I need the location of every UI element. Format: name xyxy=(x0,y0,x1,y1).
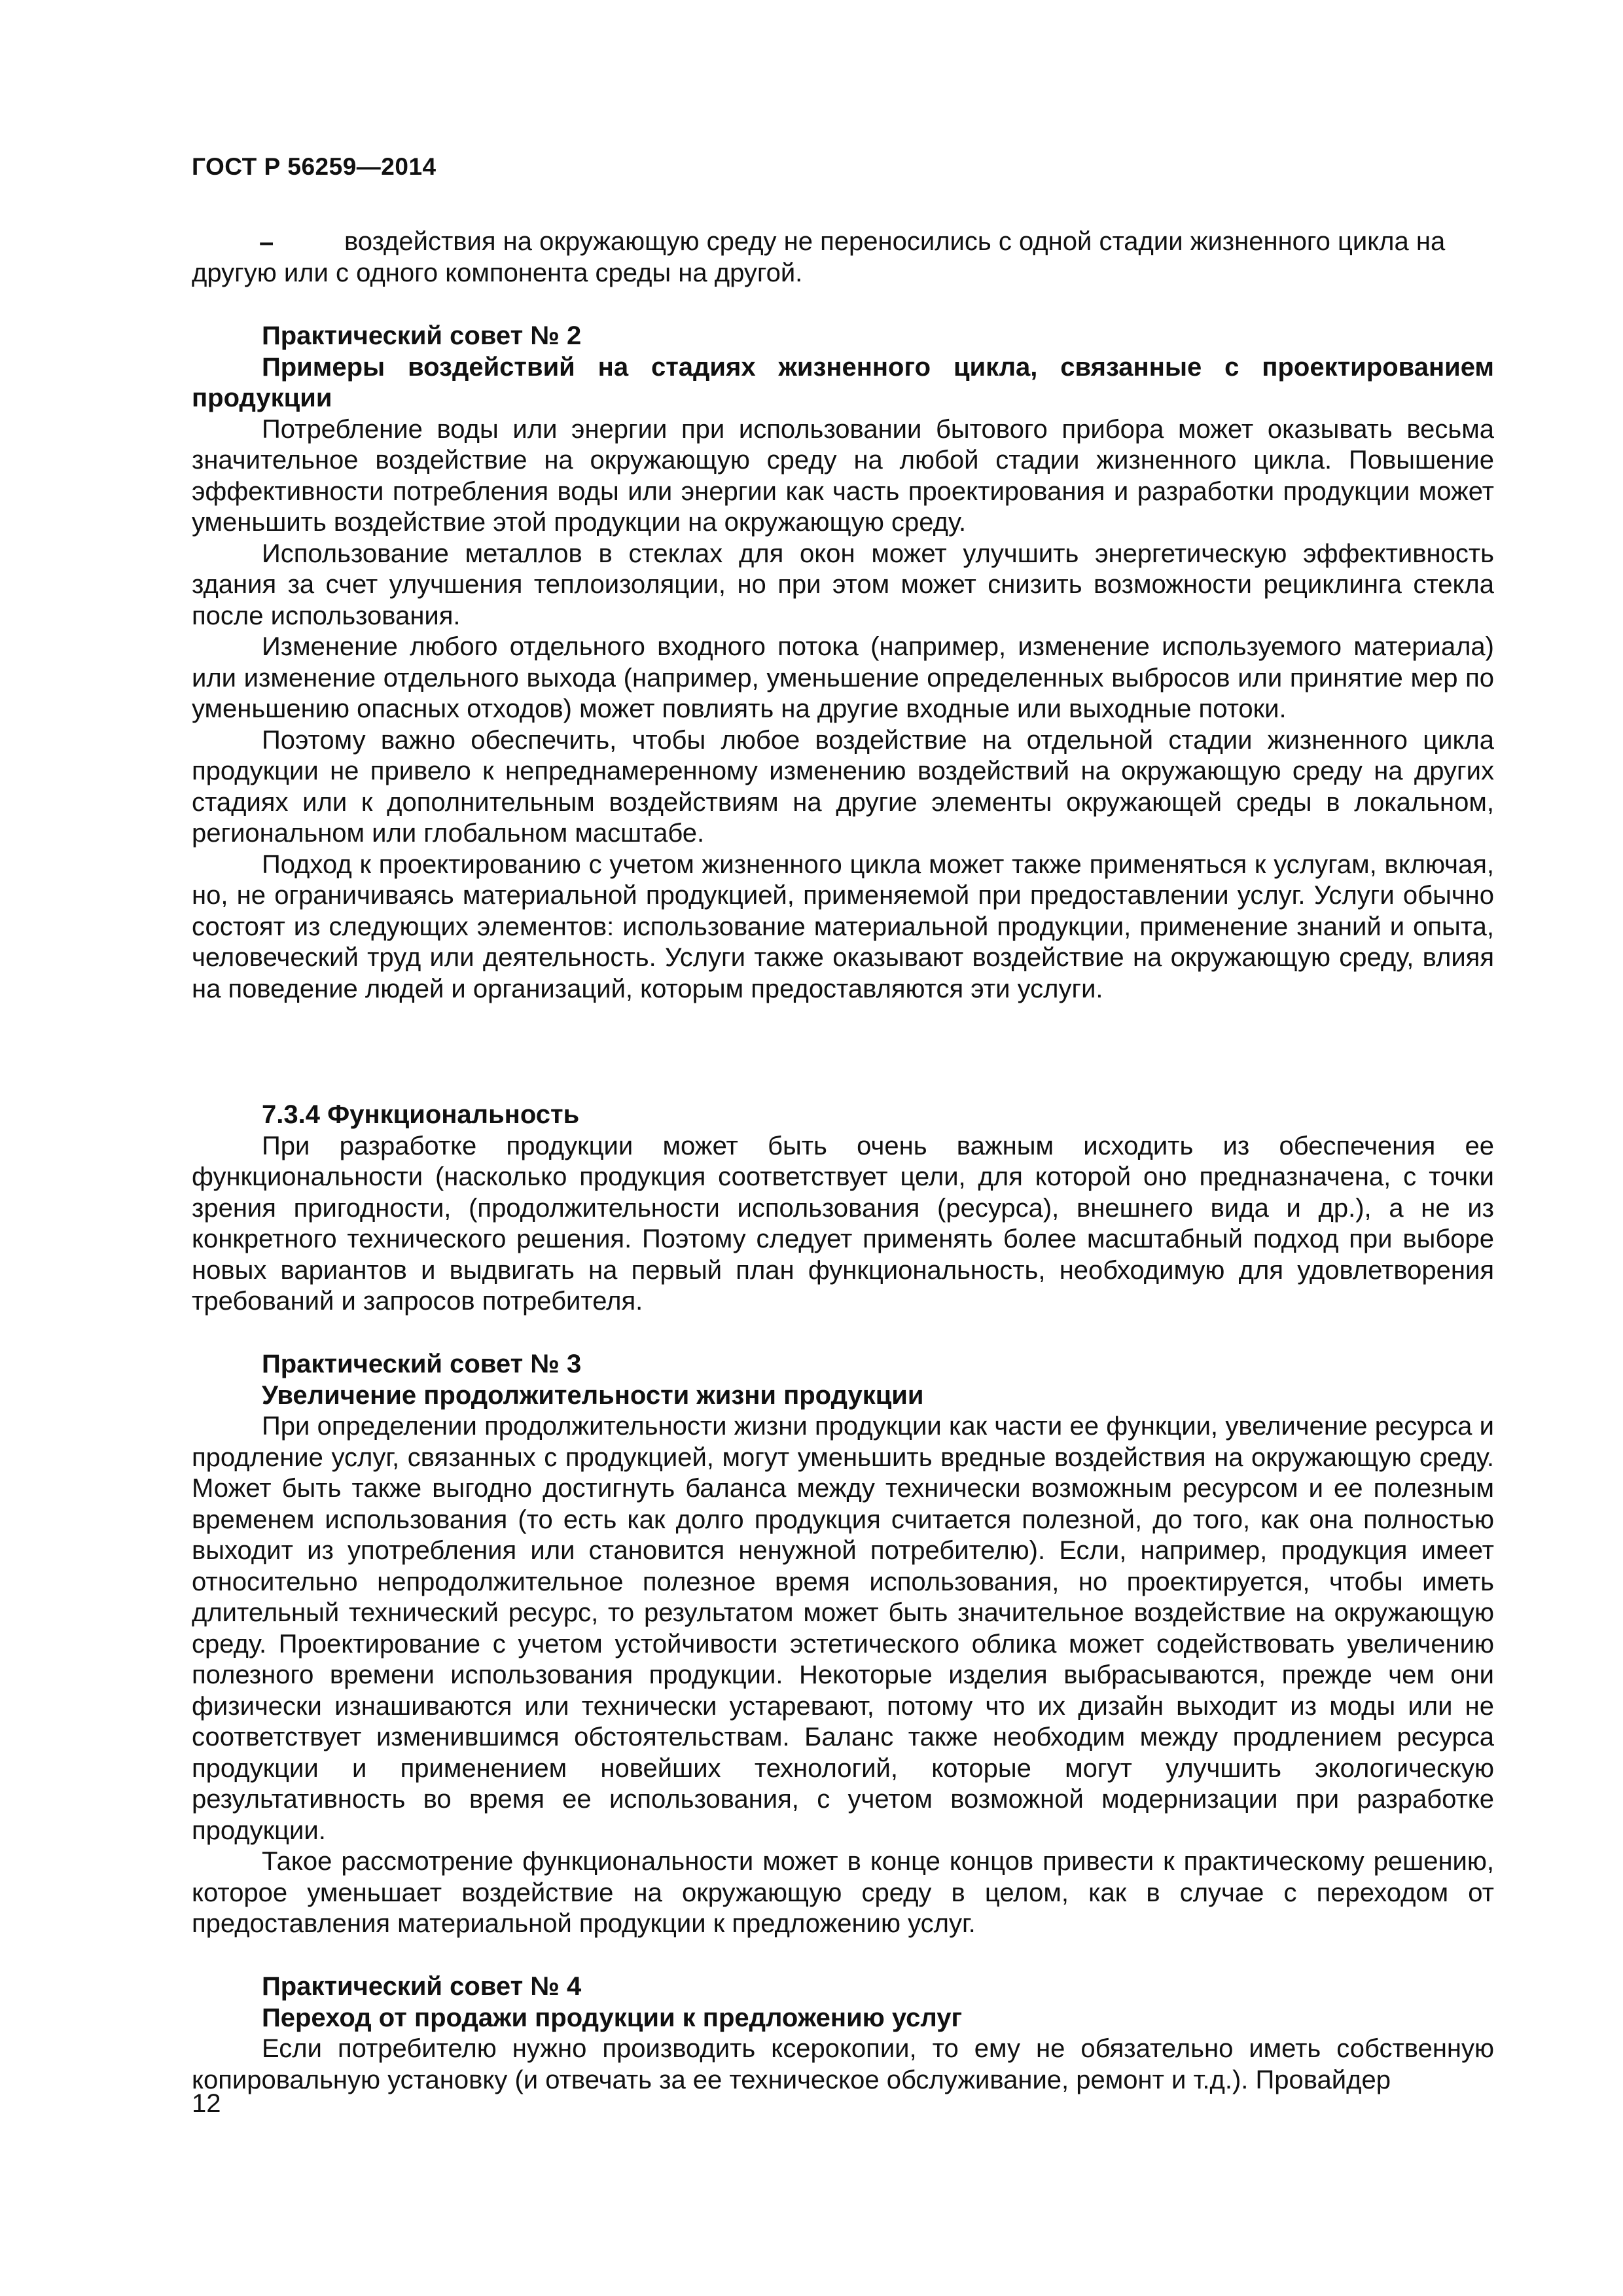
tip-4-block xyxy=(192,1971,1494,2096)
section-paragraph: При разработке продукции может быть очень важным исходить из обеспечения ее функциональности (насколько продукция соответствует цели, для которой оно предназначена, с точки зрения пригодности, (продолжительности использования (ресурса), внешнего вида и др.), а не из конкретного технического решения. Поэтому следует применять более масштабный подход при выборе новых вариантов и выдвигать на первый план функциональность, необходимую для удовлетворения требований и запросов потребителя. xyxy=(192,1131,1494,1316)
list-dash: – xyxy=(259,228,274,257)
tip-4-paragraph: Если потребителю нужно производить ксерокопии, то ему не обязательно иметь собственную копировальную установку (и отвечать за ее техническое обслуживание, ремонт и т.д.). Провайдер xyxy=(192,2034,1494,2094)
tip-3-block xyxy=(192,1349,1494,1940)
intro-line-2: другую или с одного компонента среды на другой. xyxy=(192,258,803,287)
tip-2-paragraph: Подход к проектированию с учетом жизненного цикла может также применяться к услугам, включая, но, не ограничиваясь материальной продукцией, применяемой при предоставлении услуг. Услуги обычно состоят из следующих элементов: использование материальной продукции, применение знаний и опыта, человеческий труд или деятельность. Услуги также оказывают воздействие на окружающую среду, влияя на поведение людей и организаций, которым предоставляются эти услуги. xyxy=(192,850,1494,1003)
tip-3-title: Увеличение продолжительности жизни продукции xyxy=(262,1380,924,1410)
tip-2-label: Практический совет № 2 xyxy=(262,321,582,350)
tip-3-paragraph: Такое рассмотрение функциональности может в конце концов привести к практическому решению, которое уменьшает воздействие на окружающую среду в целом, как в случае с переходом от предоставления материальной продукции к предложению услуг. xyxy=(192,1847,1494,1938)
page-number: 12 xyxy=(192,2089,221,2118)
tip-2-title: Примеры воздействий на стадиях жизненного цикла, связанные с проектированием продукции xyxy=(192,352,1494,412)
section-7-3-4 xyxy=(192,1100,1494,1318)
section-title: 7.3.4 Функциональность xyxy=(262,1100,580,1129)
tip-2-paragraph: Использование металлов в стеклах для окон может улучшить энергетическую эффективность здания за счет улучшения теплоизоляции, но при этом может снизить возможности рециклинга стекла после использования. xyxy=(192,539,1494,630)
document-header: ГОСТ Р 56259—2014 xyxy=(192,153,437,180)
intro-text xyxy=(192,226,1494,289)
tip-2-paragraph: Потребление воды или энергии при использовании бытового прибора может оказывать весьма значительное воздействие на окружающую среду на любой стадии жизненного цикла. Повышение эффективности потребления воды или энергии как часть проектирования и разработки продукции может уменьшить воздействие этой продукции на окружающую среду. xyxy=(192,414,1494,537)
tip-3-paragraph: При определении продолжительности жизни продукции как части ее функции, увеличение ресурса и продление услуг, связанных с продукцией, могут уменьшить вредные воздействия на окружающую среду. Может быть также выгодно достигнуть баланса между технически возможным ресурсом и ее полезным временем использования (то есть как долго продукция считается полезной, до того, как она полностью выходит из употребления или становится ненужной потребителю). Если, например, продукция имеет относительно непродолжительное полезное время использования, но проектируется, чтобы иметь длительный технический ресурс, то результатом может быть значительное воздействие на окружающую среду. Проектирование с учетом устойчивости эстетического облика может содействовать увеличению полезного времени использования продукции. Некоторые изделия выбрасываются, прежде чем они физически изнашиваются или технически устаревают, потому что их дизайн выходит из моды или не соответствует изменившимся обстоятельствам. Баланс также необходим между продлением ресурса продукции и применением новейших технологий, которые могут улучшить экологическую результативность во время ее использования, с учетом возможной модернизации при разработке продукции. xyxy=(192,1412,1494,1845)
tip-2-paragraph: Поэтому важно обеспечить, чтобы любое воздействие на отдельной стадии жизненного цикла продукции не привело к непреднамеренному изменению воздействий на окружающую среду на других стадиях или к дополнительным воздействиям на другие элементы окружающей среды в локальном, региональном или глобальном масштабе. xyxy=(192,725,1494,848)
tip-2-block xyxy=(192,321,1494,1005)
tip-4-label: Практический совет № 4 xyxy=(262,1972,582,2001)
intro-line-1: воздействия на окружающую среду не переносились с одной стадии жизненного цикла на xyxy=(344,227,1446,256)
tip-3-label: Практический совет № 3 xyxy=(262,1350,582,1378)
tip-2-paragraph: Изменение любого отдельного входного потока (например, изменение используемого материала) или изменение отдельного выхода (например, уменьшение определенных выбросов или принятие мер по уменьшению опасных отходов) может повлиять на другие входные или выходные потоки. xyxy=(192,632,1494,723)
tip-4-title: Переход от продажи продукции к предложению услуг xyxy=(262,2003,963,2032)
